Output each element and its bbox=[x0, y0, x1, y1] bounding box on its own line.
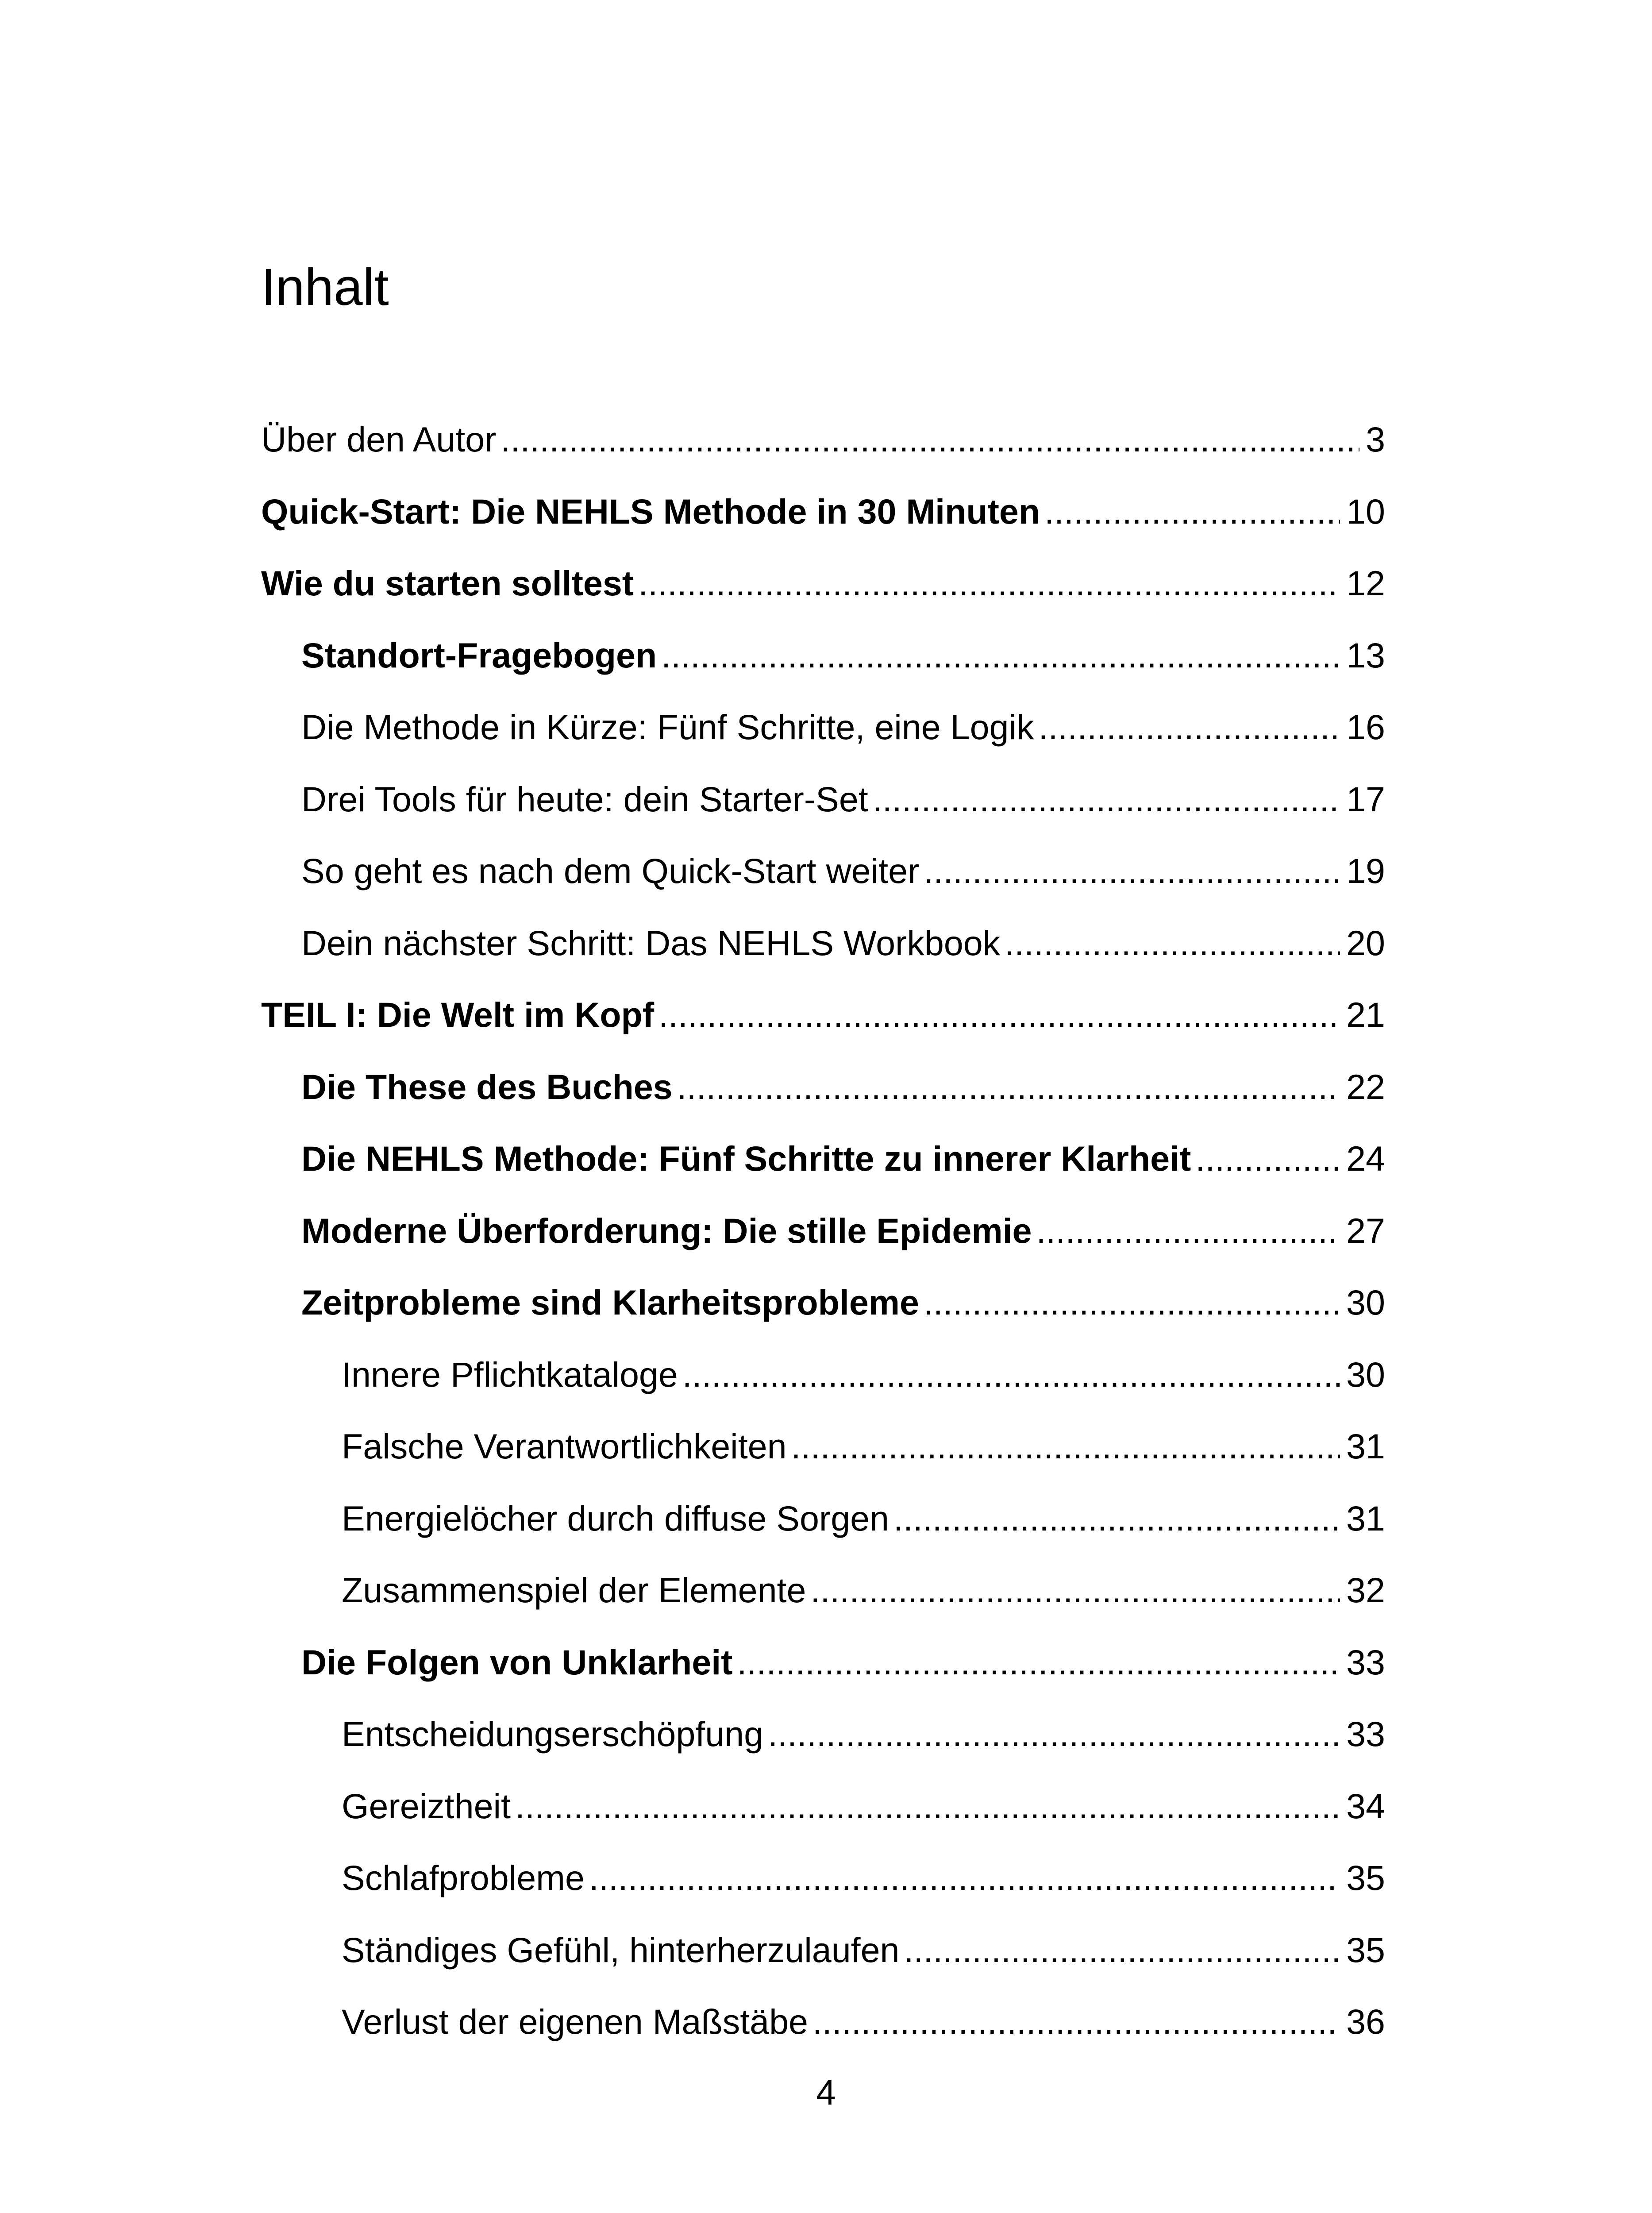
toc-dot-leader bbox=[904, 1914, 1340, 1986]
toc-entry[interactable] bbox=[261, 1195, 1385, 1267]
toc-dot-leader bbox=[1044, 476, 1340, 548]
toc-entry-page-number: 33 bbox=[1346, 1642, 1385, 1682]
toc-entry-title: Schlafprobleme bbox=[342, 1858, 585, 1897]
toc-dot-leader bbox=[682, 1339, 1340, 1411]
toc-entry-page-number: 31 bbox=[1346, 1498, 1385, 1538]
toc-entry-title: Ständiges Gefühl, hinterherzulaufen bbox=[342, 1930, 900, 1970]
toc-entry-title: Entscheidungserschöpfung bbox=[342, 1714, 764, 1754]
toc-entry-page-number: 36 bbox=[1346, 2002, 1385, 2041]
toc-entry[interactable] bbox=[261, 547, 1385, 620]
toc-dot-leader bbox=[737, 1627, 1340, 1699]
toc-dot-leader bbox=[873, 763, 1340, 836]
toc-entry-page-number: 27 bbox=[1346, 1211, 1385, 1250]
toc-entry[interactable] bbox=[261, 1267, 1385, 1339]
toc-entry[interactable] bbox=[261, 979, 1385, 1051]
toc-entry-title: Zeitprobleme sind Klarheitsprobleme bbox=[301, 1283, 919, 1322]
toc-entry-page-number: 19 bbox=[1346, 851, 1385, 891]
toc-entry[interactable] bbox=[261, 476, 1385, 548]
toc-entry[interactable] bbox=[261, 691, 1385, 763]
toc-dot-leader bbox=[501, 404, 1359, 476]
toc-entry-title: Wie du starten solltest bbox=[261, 563, 634, 603]
toc-entry-page-number: 21 bbox=[1346, 995, 1385, 1034]
toc-entry[interactable] bbox=[261, 1770, 1385, 1843]
toc-entry-title: Standort-Fragebogen bbox=[301, 635, 657, 675]
toc-entry-title: Die These des Buches bbox=[301, 1067, 673, 1106]
toc-entry[interactable] bbox=[261, 1051, 1385, 1123]
toc-dot-leader bbox=[924, 1267, 1340, 1339]
toc-entry[interactable] bbox=[261, 1698, 1385, 1770]
toc-dot-leader bbox=[1036, 1195, 1340, 1267]
toc-entry[interactable] bbox=[261, 1914, 1385, 1986]
toc-entry-page-number: 13 bbox=[1346, 635, 1385, 675]
toc-entry-page-number: 17 bbox=[1346, 779, 1385, 819]
toc-entry-title: Falsche Verantwortlichkeiten bbox=[342, 1426, 787, 1466]
toc-entry-title: Verlust der eigenen Maßstäbe bbox=[342, 2002, 808, 2041]
toc-entry-page-number: 12 bbox=[1346, 563, 1385, 603]
toc-entry-page-number: 32 bbox=[1346, 1570, 1385, 1610]
toc-entry-page-number: 3 bbox=[1366, 420, 1385, 459]
toc-entry-page-number: 22 bbox=[1346, 1067, 1385, 1106]
toc-entry-page-number: 34 bbox=[1346, 1786, 1385, 1826]
toc-entry-title: Gereiztheit bbox=[342, 1786, 511, 1826]
toc-dot-leader bbox=[658, 979, 1340, 1051]
toc-entry-page-number: 16 bbox=[1346, 707, 1385, 747]
toc-entry-page-number: 33 bbox=[1346, 1714, 1385, 1754]
toc-dot-leader bbox=[677, 1051, 1340, 1123]
toc-entry[interactable] bbox=[261, 1339, 1385, 1411]
page-number: 4 bbox=[816, 2073, 836, 2112]
toc-dot-leader bbox=[813, 1986, 1340, 2058]
toc-dot-leader bbox=[924, 835, 1340, 907]
toc-entry-title: Dein nächster Schritt: Das NEHLS Workbook bbox=[301, 923, 1001, 963]
toc-entry[interactable] bbox=[261, 1411, 1385, 1483]
toc-entry-page-number: 35 bbox=[1346, 1858, 1385, 1897]
toc-dot-leader bbox=[1195, 1123, 1340, 1195]
toc-entry[interactable] bbox=[261, 835, 1385, 907]
toc-entry-title: Zusammenspiel der Elemente bbox=[342, 1570, 806, 1610]
toc-entry-title: TEIL I: Die Welt im Kopf bbox=[261, 995, 655, 1034]
toc-entry[interactable] bbox=[261, 1986, 1385, 2058]
toc-entry-title: Moderne Überforderung: Die stille Epidemie bbox=[301, 1211, 1032, 1250]
toc-entry-title: Die Folgen von Unklarheit bbox=[301, 1642, 733, 1682]
toc-entry-title: Über den Autor bbox=[261, 420, 497, 459]
toc-dot-leader bbox=[589, 1842, 1340, 1914]
toc-entry-title: Quick-Start: Die NEHLS Methode in 30 Minuten bbox=[261, 491, 1040, 531]
toc-dot-leader bbox=[515, 1770, 1340, 1843]
toc-entry[interactable] bbox=[261, 620, 1385, 692]
toc-entry-title: Die Methode in Kürze: Fünf Schritte, eine Logik bbox=[301, 707, 1034, 747]
toc-heading: Inhalt bbox=[261, 258, 389, 316]
toc-entry[interactable] bbox=[261, 1842, 1385, 1914]
toc-entry[interactable] bbox=[261, 763, 1385, 836]
toc-entry-title: So geht es nach dem Quick-Start weiter bbox=[301, 851, 920, 891]
toc-entry-title: Drei Tools für heute: dein Starter-Set bbox=[301, 779, 868, 819]
toc-dot-leader bbox=[1039, 691, 1340, 763]
toc-entry-page-number: 31 bbox=[1346, 1426, 1385, 1466]
toc-entry-page-number: 35 bbox=[1346, 1930, 1385, 1970]
toc-dot-leader bbox=[893, 1483, 1340, 1555]
toc-dot-leader bbox=[638, 547, 1340, 620]
toc-dot-leader bbox=[1005, 907, 1340, 979]
toc-entry[interactable] bbox=[261, 404, 1385, 476]
toc-entry-title: Innere Pflichtkataloge bbox=[342, 1354, 678, 1394]
toc-entry-title: Die NEHLS Methode: Fünf Schritte zu innerer Klarheit bbox=[301, 1139, 1191, 1178]
toc-entry[interactable] bbox=[261, 1627, 1385, 1699]
table-of-contents bbox=[261, 404, 1385, 2058]
toc-entry-page-number: 24 bbox=[1346, 1139, 1385, 1178]
toc-entry[interactable] bbox=[261, 1483, 1385, 1555]
toc-dot-leader bbox=[768, 1698, 1340, 1770]
toc-dot-leader bbox=[791, 1411, 1340, 1483]
toc-entry[interactable] bbox=[261, 907, 1385, 979]
toc-dot-leader bbox=[810, 1554, 1340, 1627]
toc-entry-title: Energielöcher durch diffuse Sorgen bbox=[342, 1498, 889, 1538]
toc-entry[interactable] bbox=[261, 1123, 1385, 1195]
toc-entry-page-number: 30 bbox=[1346, 1354, 1385, 1394]
toc-entry-page-number: 20 bbox=[1346, 923, 1385, 963]
toc-entry[interactable] bbox=[261, 1554, 1385, 1627]
toc-dot-leader bbox=[661, 620, 1340, 692]
toc-entry-page-number: 10 bbox=[1346, 491, 1385, 531]
toc-entry-page-number: 30 bbox=[1346, 1283, 1385, 1322]
